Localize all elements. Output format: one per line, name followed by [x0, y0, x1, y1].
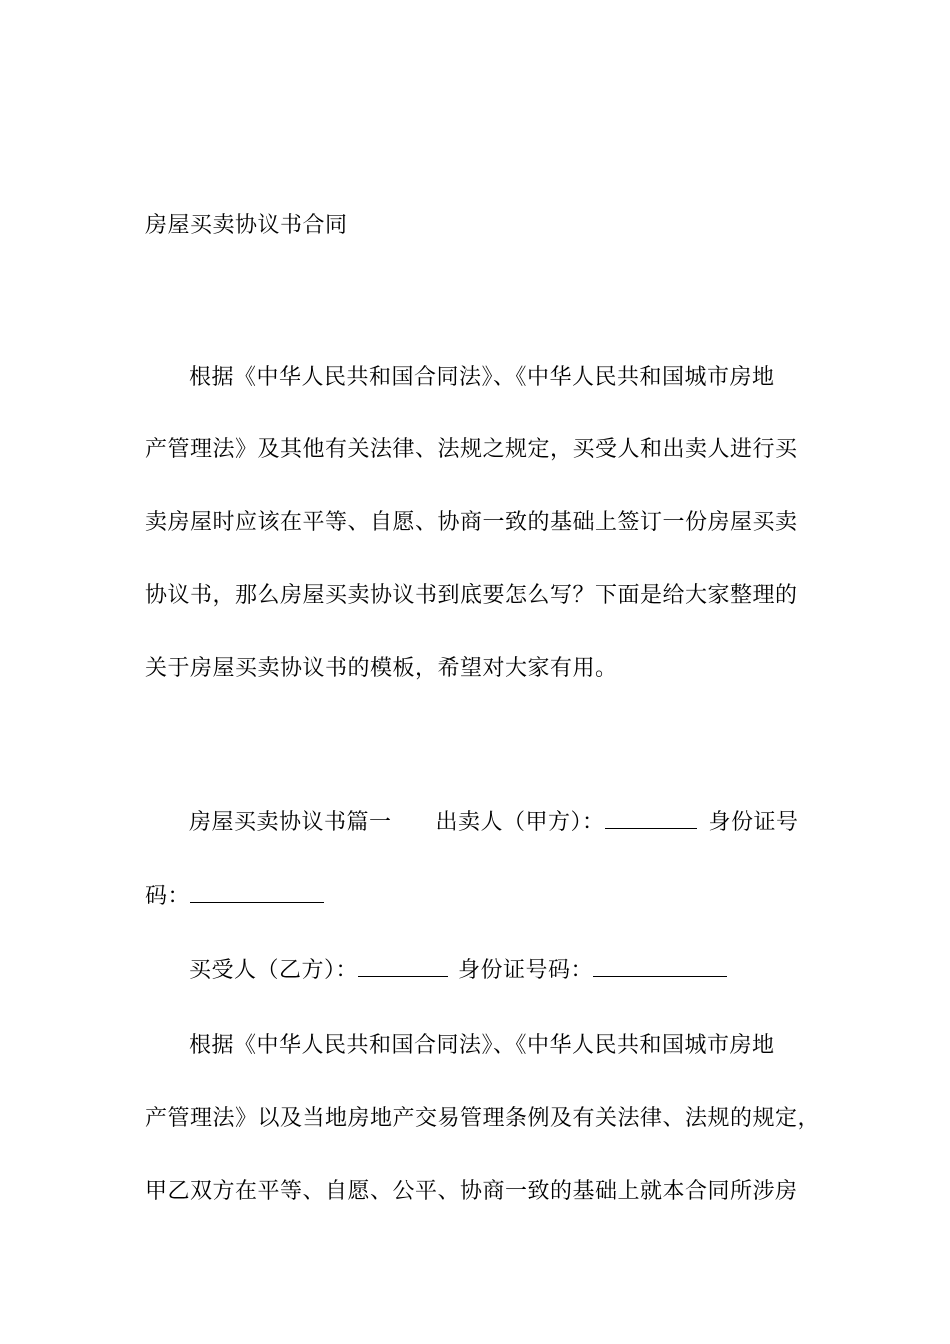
- buyer-id-blank[interactable]: [593, 956, 727, 977]
- intro-line-4: 协议书，那么房屋买卖协议书到底要怎么写？下面是给大家整理的: [145, 583, 798, 608]
- body-line-1: 根据《中华人民共和国合同法》、《中华人民共和国城市房地: [189, 1033, 775, 1058]
- body-line-3: 甲乙双方在平等、自愿、公平、协商一致的基础上就本合同所涉房: [145, 1179, 798, 1204]
- seller-id-label-cont: 码：: [145, 884, 191, 909]
- buyer-line: [189, 956, 727, 986]
- seller-label: 出卖人（甲方）：: [435, 810, 605, 835]
- buyer-id-label: 身份证号码：: [458, 958, 594, 983]
- buyer-name-blank[interactable]: [358, 956, 448, 977]
- seller-id-label: 身份证号: [708, 810, 799, 835]
- seller-id-line: [145, 882, 324, 912]
- seller-name-blank[interactable]: [605, 808, 697, 829]
- buyer-label: 买受人（乙方）：: [189, 958, 359, 983]
- intro-line-2: 产管理法》及其他有关法律、法规之规定，买受人和出卖人进行买: [145, 437, 798, 462]
- body-line-2: 产管理法》以及当地房地产交易管理条例及有关法律、法规的规定，: [145, 1106, 821, 1131]
- seller-id-blank[interactable]: [190, 882, 324, 903]
- intro-line-5: 关于房屋买卖协议书的模板，希望对大家有用。: [145, 656, 618, 681]
- seller-line: [189, 808, 799, 838]
- intro-line-3: 卖房屋时应该在平等、自愿、协商一致的基础上签订一份房屋买卖: [145, 510, 798, 535]
- intro-line-1: 根据《中华人民共和国合同法》、《中华人民共和国城市房地: [189, 365, 775, 390]
- document-title: 房屋买卖协议书合同: [145, 213, 348, 238]
- section-heading: 房屋买卖协议书篇一: [189, 810, 392, 835]
